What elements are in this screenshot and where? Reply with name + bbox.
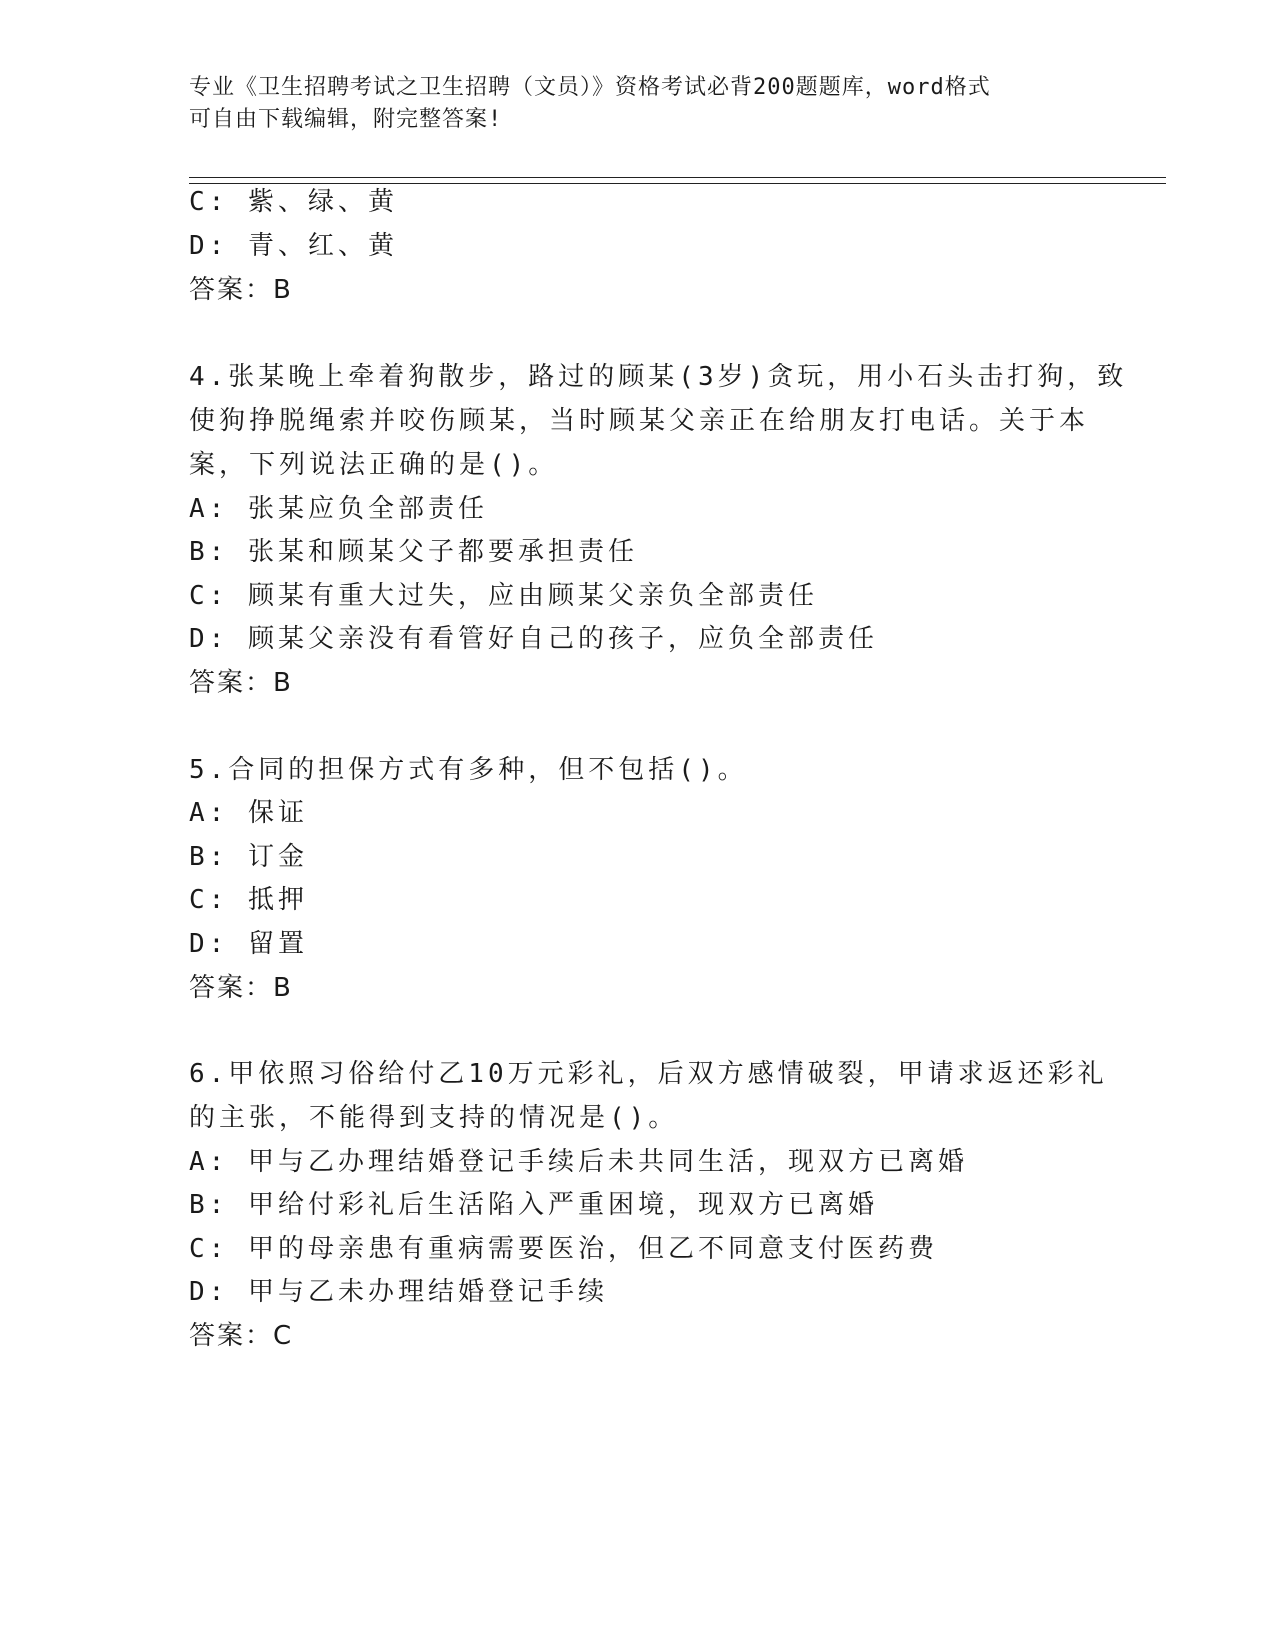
q6-stem-line-1: 6.甲依照习俗给付乙10万元彩礼，后双方感情破裂，甲请求返还彩礼 [189, 1059, 1108, 1089]
q5-option-c: C: 抵押 [189, 885, 308, 915]
q6-stem-line-2: 的主张，不能得到支持的情况是()。 [189, 1103, 679, 1133]
q3-option-c: C: 紫、绿、黄 [189, 187, 398, 217]
q5-option-d: D: 留置 [189, 929, 308, 959]
q3-option-d: D: 青、红、黄 [189, 231, 398, 261]
q3-answer: 答案：B [189, 275, 293, 305]
q5-stem-line-1: 5.合同的担保方式有多种，但不包括()。 [189, 755, 748, 785]
header-divider-top [189, 177, 1166, 178]
q5-answer: 答案：B [189, 973, 293, 1003]
q4-stem-line-3: 案，下列说法正确的是()。 [189, 450, 559, 480]
q6-answer: 答案：C [189, 1321, 294, 1351]
header-divider-bottom [189, 183, 1166, 184]
q6-option-d: D: 甲与乙未办理结婚登记手续 [189, 1277, 608, 1307]
header-line-2: 可自由下载编辑，附完整答案! [189, 107, 503, 132]
q6-option-a: A: 甲与乙办理结婚登记手续后未共同生活，现双方已离婚 [189, 1147, 968, 1177]
q5-option-a: A: 保证 [189, 798, 308, 828]
q5-option-b: B: 订金 [189, 842, 308, 872]
q4-option-b: B: 张某和顾某父子都要承担责任 [189, 537, 638, 567]
q6-option-b: B: 甲给付彩礼后生活陷入严重困境，现双方已离婚 [189, 1190, 878, 1220]
q4-option-c: C: 顾某有重大过失，应由顾某父亲负全部责任 [189, 581, 818, 611]
q4-option-a: A: 张某应负全部责任 [189, 494, 488, 524]
q4-stem-line-1: 4.张某晚上牵着狗散步，路过的顾某(3岁)贪玩，用小石头击打狗，致 [189, 362, 1128, 392]
q6-option-c: C: 甲的母亲患有重病需要医治，但乙不同意支付医药费 [189, 1234, 938, 1264]
document-header [189, 72, 1089, 136]
q4-option-d: D: 顾某父亲没有看管好自己的孩子，应负全部责任 [189, 624, 878, 654]
header-line-1: 专业《卫生招聘考试之卫生招聘（文员）》资格考试必背200题题库，word格式 [189, 75, 991, 100]
q4-answer: 答案：B [189, 668, 293, 698]
q4-stem-line-2: 使狗挣脱绳索并咬伤顾某，当时顾某父亲正在给朋友打电话。关于本 [189, 406, 1090, 436]
